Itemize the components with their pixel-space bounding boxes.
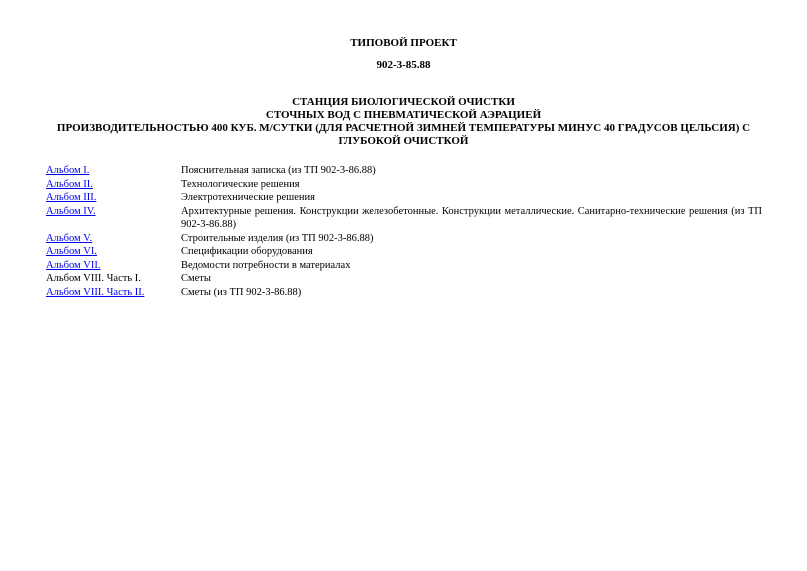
document-heading — [40, 96, 767, 148]
album-description: Архитектурные решения. Конструкции железобетонные. Конструкции металлические. Санитарно-технические решения (из ТП 902-3-86.88) — [181, 205, 762, 230]
album-description: Сметы (из ТП 902-3-86.88) — [181, 286, 302, 298]
album-name-cell — [46, 164, 181, 178]
album-link[interactable]: Альбом IV. — [46, 205, 96, 217]
document-type: ТИПОВОЙ ПРОЕКТ — [350, 37, 457, 49]
album-description: Сметы — [181, 273, 211, 284]
album-row — [46, 164, 762, 178]
album-row — [46, 205, 762, 232]
album-description: Спецификации оборудования — [181, 246, 313, 257]
album-link[interactable]: Альбом VI. — [46, 246, 97, 257]
album-description: Пояснительная записка (из ТП 902-3-86.88) — [181, 165, 376, 176]
album-row — [46, 272, 762, 286]
album-name-cell — [46, 191, 181, 205]
album-row — [46, 178, 762, 192]
album-description: Ведомости потребности в материалах — [181, 259, 351, 271]
heading-line-2: СТОЧНЫХ ВОД С ПНЕВМАТИЧЕСКОЙ АЭРАЦИЕЙ — [265, 109, 542, 121]
album-row — [46, 286, 762, 300]
heading-line-3: ПРОИЗВОДИТЕЛЬНОСТЬЮ 400 КУБ. М/СУТКИ (ДЛЯ РАСЧЕТНОЙ ЗИМНЕЙ ТЕМПЕРАТУРЫ МИНУС 40 ГРАДУСОВ ЦЕЛЬСИЯ) С ГЛУБОКОЙ ОЧИСТКОЙ — [56, 122, 751, 147]
album-link[interactable]: Альбом VIII. Часть II. — [46, 286, 145, 298]
album-row — [46, 191, 762, 205]
album-name-cell — [46, 232, 181, 246]
album-name-cell — [46, 272, 181, 286]
album-row — [46, 245, 762, 259]
album-link[interactable]: Альбом VII. — [46, 259, 101, 271]
album-row — [46, 232, 762, 246]
album-label: Альбом VIII. Часть I. — [46, 273, 141, 284]
album-link[interactable]: Альбом I. — [46, 165, 90, 176]
album-name-cell — [46, 205, 181, 232]
album-rows — [46, 164, 762, 299]
album-name-cell — [46, 286, 181, 300]
heading-line-1: СТАНЦИЯ БИОЛОГИЧЕСКОЙ ОЧИСТКИ — [292, 96, 515, 108]
album-name-cell — [46, 178, 181, 192]
album-name-cell — [46, 245, 181, 259]
album-description: Электротехнические решения — [181, 192, 315, 203]
project-code: 902-3-85.88 — [376, 59, 431, 71]
album-table — [46, 164, 762, 299]
album-link[interactable]: Альбом III. — [46, 192, 97, 203]
album-name-cell — [46, 259, 181, 273]
album-row — [46, 259, 762, 273]
album-link[interactable]: Альбом V. — [46, 232, 93, 244]
album-description: Строительные изделия (из ТП 902-3-86.88) — [181, 232, 374, 244]
album-link[interactable]: Альбом II. — [46, 178, 93, 190]
album-description: Технологические решения — [181, 178, 300, 190]
